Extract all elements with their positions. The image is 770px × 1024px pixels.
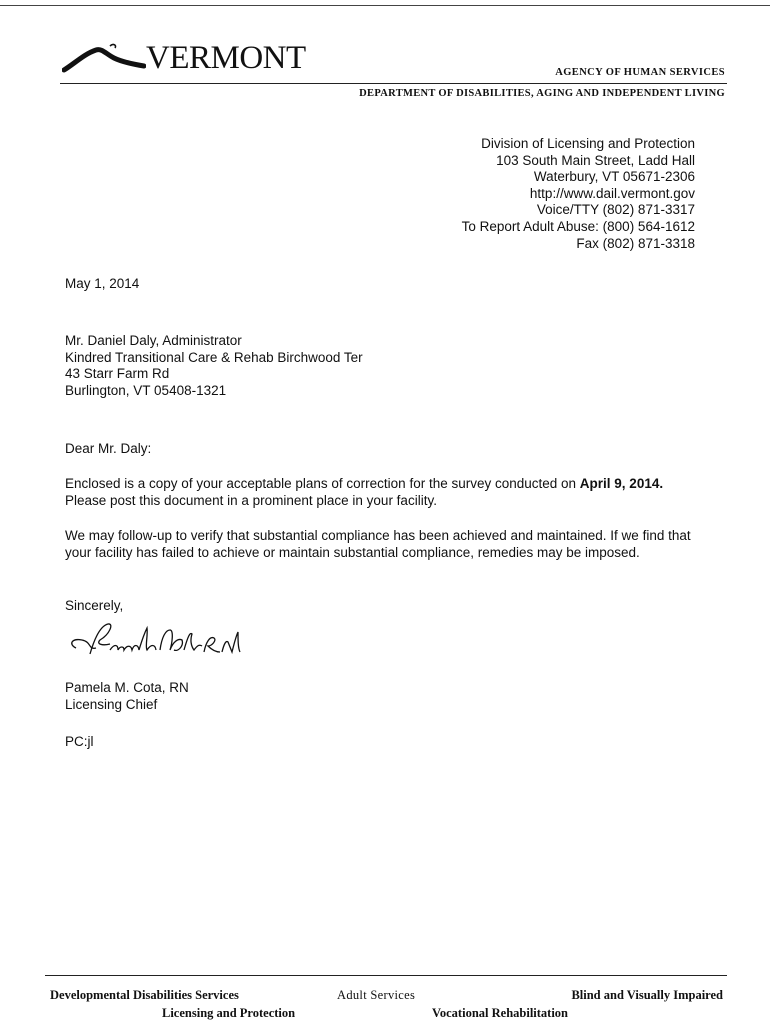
top-border-line [0,5,770,6]
department-name: DEPARTMENT OF DISABILITIES, AGING AND INDEPENDENT LIVING [359,88,725,99]
footer-developmental-services: Developmental Disabilities Services [50,988,239,1002]
salutation: Dear Mr. Daly: [65,441,152,456]
signer-name: Pamela M. Cota, RN [65,680,189,695]
recipient-city: Burlington, VT 05408-1321 [65,382,227,398]
paragraph-follow-up: We may follow-up to verify that substantial compliance has been achieved and maintained. If we find that your facility has failed to achieve or maintain substantial compliance, remedies may be imposed. [65,528,691,560]
handwritten-signature [66,620,246,670]
footer-divider [45,975,727,976]
abuse-report-line: To Report Adult Abuse: (800) 564-1612 [461,218,695,234]
footer-blind-visually-impaired: Blind and Visually Impaired [571,988,723,1002]
logo-wordmark: VERMONT [146,40,306,76]
footer-adult-services: Adult Services [337,988,416,1002]
closing: Sincerely, [65,598,124,613]
vermont-logo [62,38,306,78]
signer-title: Licensing Chief [65,696,158,712]
voice-line: Voice/TTY (802) 871-3317 [536,202,695,218]
survey-date: April 9, 2014. [579,476,664,491]
signer-block [65,680,189,713]
recipient-name: Mr. Daniel Daly, Administrator [65,333,242,348]
paragraph-enclosure-lead: Enclosed is a copy of your acceptable plans of correction for the survey conducted on [65,476,580,491]
recipient-facility: Kindred Transitional Care & Rehab Birchwood Ter [65,349,363,365]
footer-licensing-protection: Licensing and Protection [162,1006,296,1020]
recipient-street: 43 Starr Farm Rd [65,366,170,382]
division-line: Division of Licensing and Protection [481,136,695,151]
website-line: http://www.dail.vermont.gov [529,185,695,201]
fax-line: Fax (802) 871-3318 [576,235,695,251]
street-line: 103 South Main Street, Ladd Hall [496,152,695,168]
return-address [462,136,695,252]
agency-name: AGENCY OF HUMAN SERVICES [555,67,725,78]
footer-vocational-rehabilitation: Vocational Rehabilitation [432,1006,569,1020]
paragraph-enclosure-tail: Please post this document in a prominent place in your facility. [65,492,437,508]
paragraph-enclosure [65,476,705,509]
header-divider [60,83,727,84]
city-line: Waterbury, VT 05671-2306 [533,169,695,185]
letter-date: May 1, 2014 [65,276,140,291]
typist-initials: PC:jl [65,734,94,749]
recipient-address [65,333,363,399]
mountain-logo-icon [62,40,146,76]
